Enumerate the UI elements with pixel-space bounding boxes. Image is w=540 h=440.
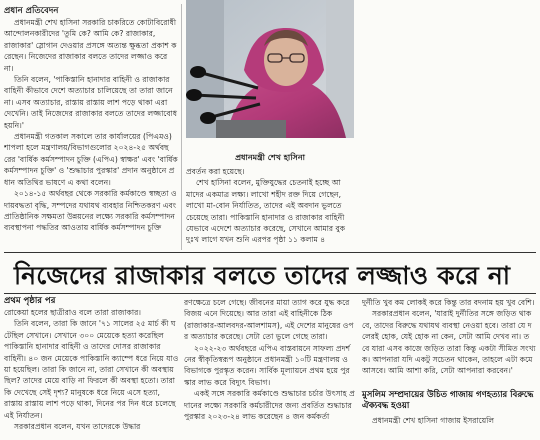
top-right-column xyxy=(186,166,358,250)
byline: প্রধান প্রতিবেদন xyxy=(4,6,59,16)
bottom-column-2 xyxy=(184,297,357,440)
paragraph: ২০২২-২৩ অর্থবছরে এপিএ বাস্তবায়নে সাফল্য প্রদর্শনের স্বীকৃতিস্বরূপ অনুষ্ঠানে প্রধানমন্ত্রী ১০টি মন্ত্রণালয় ও বিভাগকে পুরস্কৃত করেন। সার্বিক মূল্যায়নে প্রথম হয়ে পুরস্কার লাভ করে বিদ্যুৎ বিভাগ। xyxy=(184,343,351,387)
paragraph: ২০১৪-১৫ অর্থবছর থেকে সরকারি কর্মকাণ্ডে স্বচ্ছতা ও দায়বদ্ধতা বৃদ্ধি, সম্পদের যথাযথ ব্যবহার নিশ্চিতকরণ এবং প্রাতিষ্ঠানিক সক্ষমতা উন্নয়নের লক্ষ্যে সরকারি কর্মসম্পাদন ব্যবস্থাপনা পদ্ধতির আওতায় বার্ষিক কর্মসম্পাদন চুক্তি xyxy=(4,189,177,233)
prime-minister-photo-image xyxy=(186,0,354,138)
photo-caption: প্রধানমন্ত্রী শেখ হাসিনা xyxy=(235,153,305,162)
top-left-column xyxy=(4,17,179,245)
section-subheading: মুসলিম সম্প্রদায়ের উচিত গাজায় গণহত্যার বিরুদ্ধে ঐক্যবদ্ধ হওয়া xyxy=(362,390,534,411)
prime-minister-photo xyxy=(186,0,354,138)
bottom-column-1 xyxy=(4,307,179,440)
continuation-label: প্রথম পৃষ্ঠার পর xyxy=(4,296,56,306)
paragraph: দুর্নীতি খুব কম লোকই করে কিন্তু তার বদনাম হয় খুব বেশি। xyxy=(362,298,535,307)
paragraph: শেখ হাসিনা বলেন, মুক্তিযুদ্ধের চেতনাই হচ্ছে আমাদের একমাত্র লক্ষ্য। লাখো শহীদ রক্ত দিয়ে গেছেন, লাখো মা-বোন নির্যাতিত, তাদের এই অবদান ভুলতে চেয়েছে তারা। পাকিস্তানি হানাদার ও রাজাকার বাহিনী যেভাবে এদেশে অত্যাচার করেছে, সেখানে আমার বুক দুঃখ লাগে যখন শুনি এরপর পৃষ্ঠা ১১ কলাম ৪ xyxy=(186,178,346,245)
paragraph: একই সঙ্গে সরকারি কর্মকাণ্ডে শুদ্ধাচার চর্চার উৎসাহ প্রদানের লক্ষ্যে সরকারি কর্মচারীদের জন্য প্রবর্তিত শুদ্ধাচার পুরস্কার ২০২৩-২৪ লাভ করেছেন ৪ জন কর্মকর্তা xyxy=(184,389,355,422)
headline: নিজেদের রাজাকার বলতে তাদের লজ্জাও করে না xyxy=(14,261,511,290)
paragraph: প্রবর্তন করা হয়েছে। xyxy=(186,167,245,176)
divider xyxy=(4,293,536,294)
paragraph: প্রধানমন্ত্রী শেখ হাসিনা সরকারি চাকরিতে কোটাবিরোধী আন্দোলনকারীদের 'তুমি কে? আমি কে? রাজাকার, রাজাকার' স্লোগান দেওয়ার প্রসঙ্গে অত্যন্ত ক্ষুব্ধতা প্রকাশ করেছেন। নিজেদের রাজাকার বলতে তাদের লজ্জাও করে না। xyxy=(4,18,177,73)
divider xyxy=(4,252,536,253)
paragraph: সরকারপ্রধান বলেন, 'যারাই দুর্নীতির সঙ্গে জড়িত থাকবে, তাদের বিরুদ্ধে যথাযথ ব্যবস্থা নেওয়া হবে। তারা যে দলেরই হোক, যেই হোক না কেন, সেটা আমি দেখব না। তবে যারা এসব কাজে জড়িত তারা কিন্তু একটা সীমিত সংখ্যক। আপনারা যদি একটু সচেতন থাকেন, তাহলে এটা কমে আসবে। আমি আশা করি, সেটা আপনারা করবেন।' xyxy=(362,309,536,376)
paragraph: রণক্ষেত্রে চলে গেছে। জীবনের মায়া ত্যাগ করে যুদ্ধ করে বিজয় এনে দিয়েছে। আর তারা এই বাহিনীকে ঠিক (রাজাকার-আলবদর-আলশামস), এই দেশের মানুষের ওপর অত্যাচার করেছে। সেটা তো ভুলে গেছে তারা। xyxy=(184,298,354,342)
top-far-right-column xyxy=(362,4,536,246)
paragraph: তিনি বলেন, তারা কি জানে '৭১ সালের ২৫ মার্চ কী ঘটেছিল সেখানে। সেখানে ৩০০ মেয়েকে হত্যা করেছিল পাকিস্তানি হানাদার বাহিনী ও তাদের দোসর রাজাকার বাহিনী। ৪০ জন মেয়েকে পাকিস্তানি ক্যাম্পে ধরে নিয়ে যাওয়া হয়েছিল। তারা কি জানে না, তারা সেখানে কী অবস্থায় ছিল? তাদের মেয়ে বাড়ি না ফিরলে কী অবস্থা হতো। তারা কি দেখেছে সেই দৃশ্য? মানুষকে ধরে নিয়ে এসে হত্যা, রাস্তায় রাস্তায় লাশ পড়ে থাকা, দিনের পর দিন ধরে চলেছে এই নির্যাতন। xyxy=(4,319,179,420)
bottom-column-3-continued xyxy=(362,415,536,440)
column-divider xyxy=(181,4,182,250)
paragraph: প্রধানমন্ত্রী গতকাল সকালে তার কার্যালয়ের (পিএমও) শাপলা হলে মন্ত্রণালয়/বিভাগগুলোর ২০২৪-২৫ অর্থবছরের 'বার্ষিক কর্মসম্পাদন চুক্তি (এপিএ) স্বাক্ষর' এবং 'বার্ষিক কর্মসম্পাদন চুক্তি' ও 'শুদ্ধাচার পুরস্কার' প্রদান অনুষ্ঠানে প্রধান অতিথির ভাষণে এ কথা বলেন। xyxy=(4,132,178,187)
paragraph: রোকেয়া হলের ছাত্রীরাও বলে তারা রাজাকার। xyxy=(4,308,141,317)
paragraph: সরকারপ্রধান বলেন, যখন তাদেরকে উদ্ধার xyxy=(14,422,141,432)
bottom-column-3 xyxy=(362,297,536,389)
paragraph: প্রধানমন্ত্রী শেখ হাসিনা গাজায় ইসরায়েলি xyxy=(372,416,495,425)
paragraph: তিনি বলেন, 'পাকিস্তানি হানাদার বাহিনী ও রাজাকার বাহিনী কীভাবে দেশে অত্যাচার চালিয়েছে তা তারা জানে না। এসব অত্যাচার, রাস্তায় রাস্তায় লাশ পড়ে থাকা এরা দেখেনি। তাই নিজেদের রাজাকার বলতে তাদের লজ্জাবোধ হয়নি।' xyxy=(4,75,178,130)
